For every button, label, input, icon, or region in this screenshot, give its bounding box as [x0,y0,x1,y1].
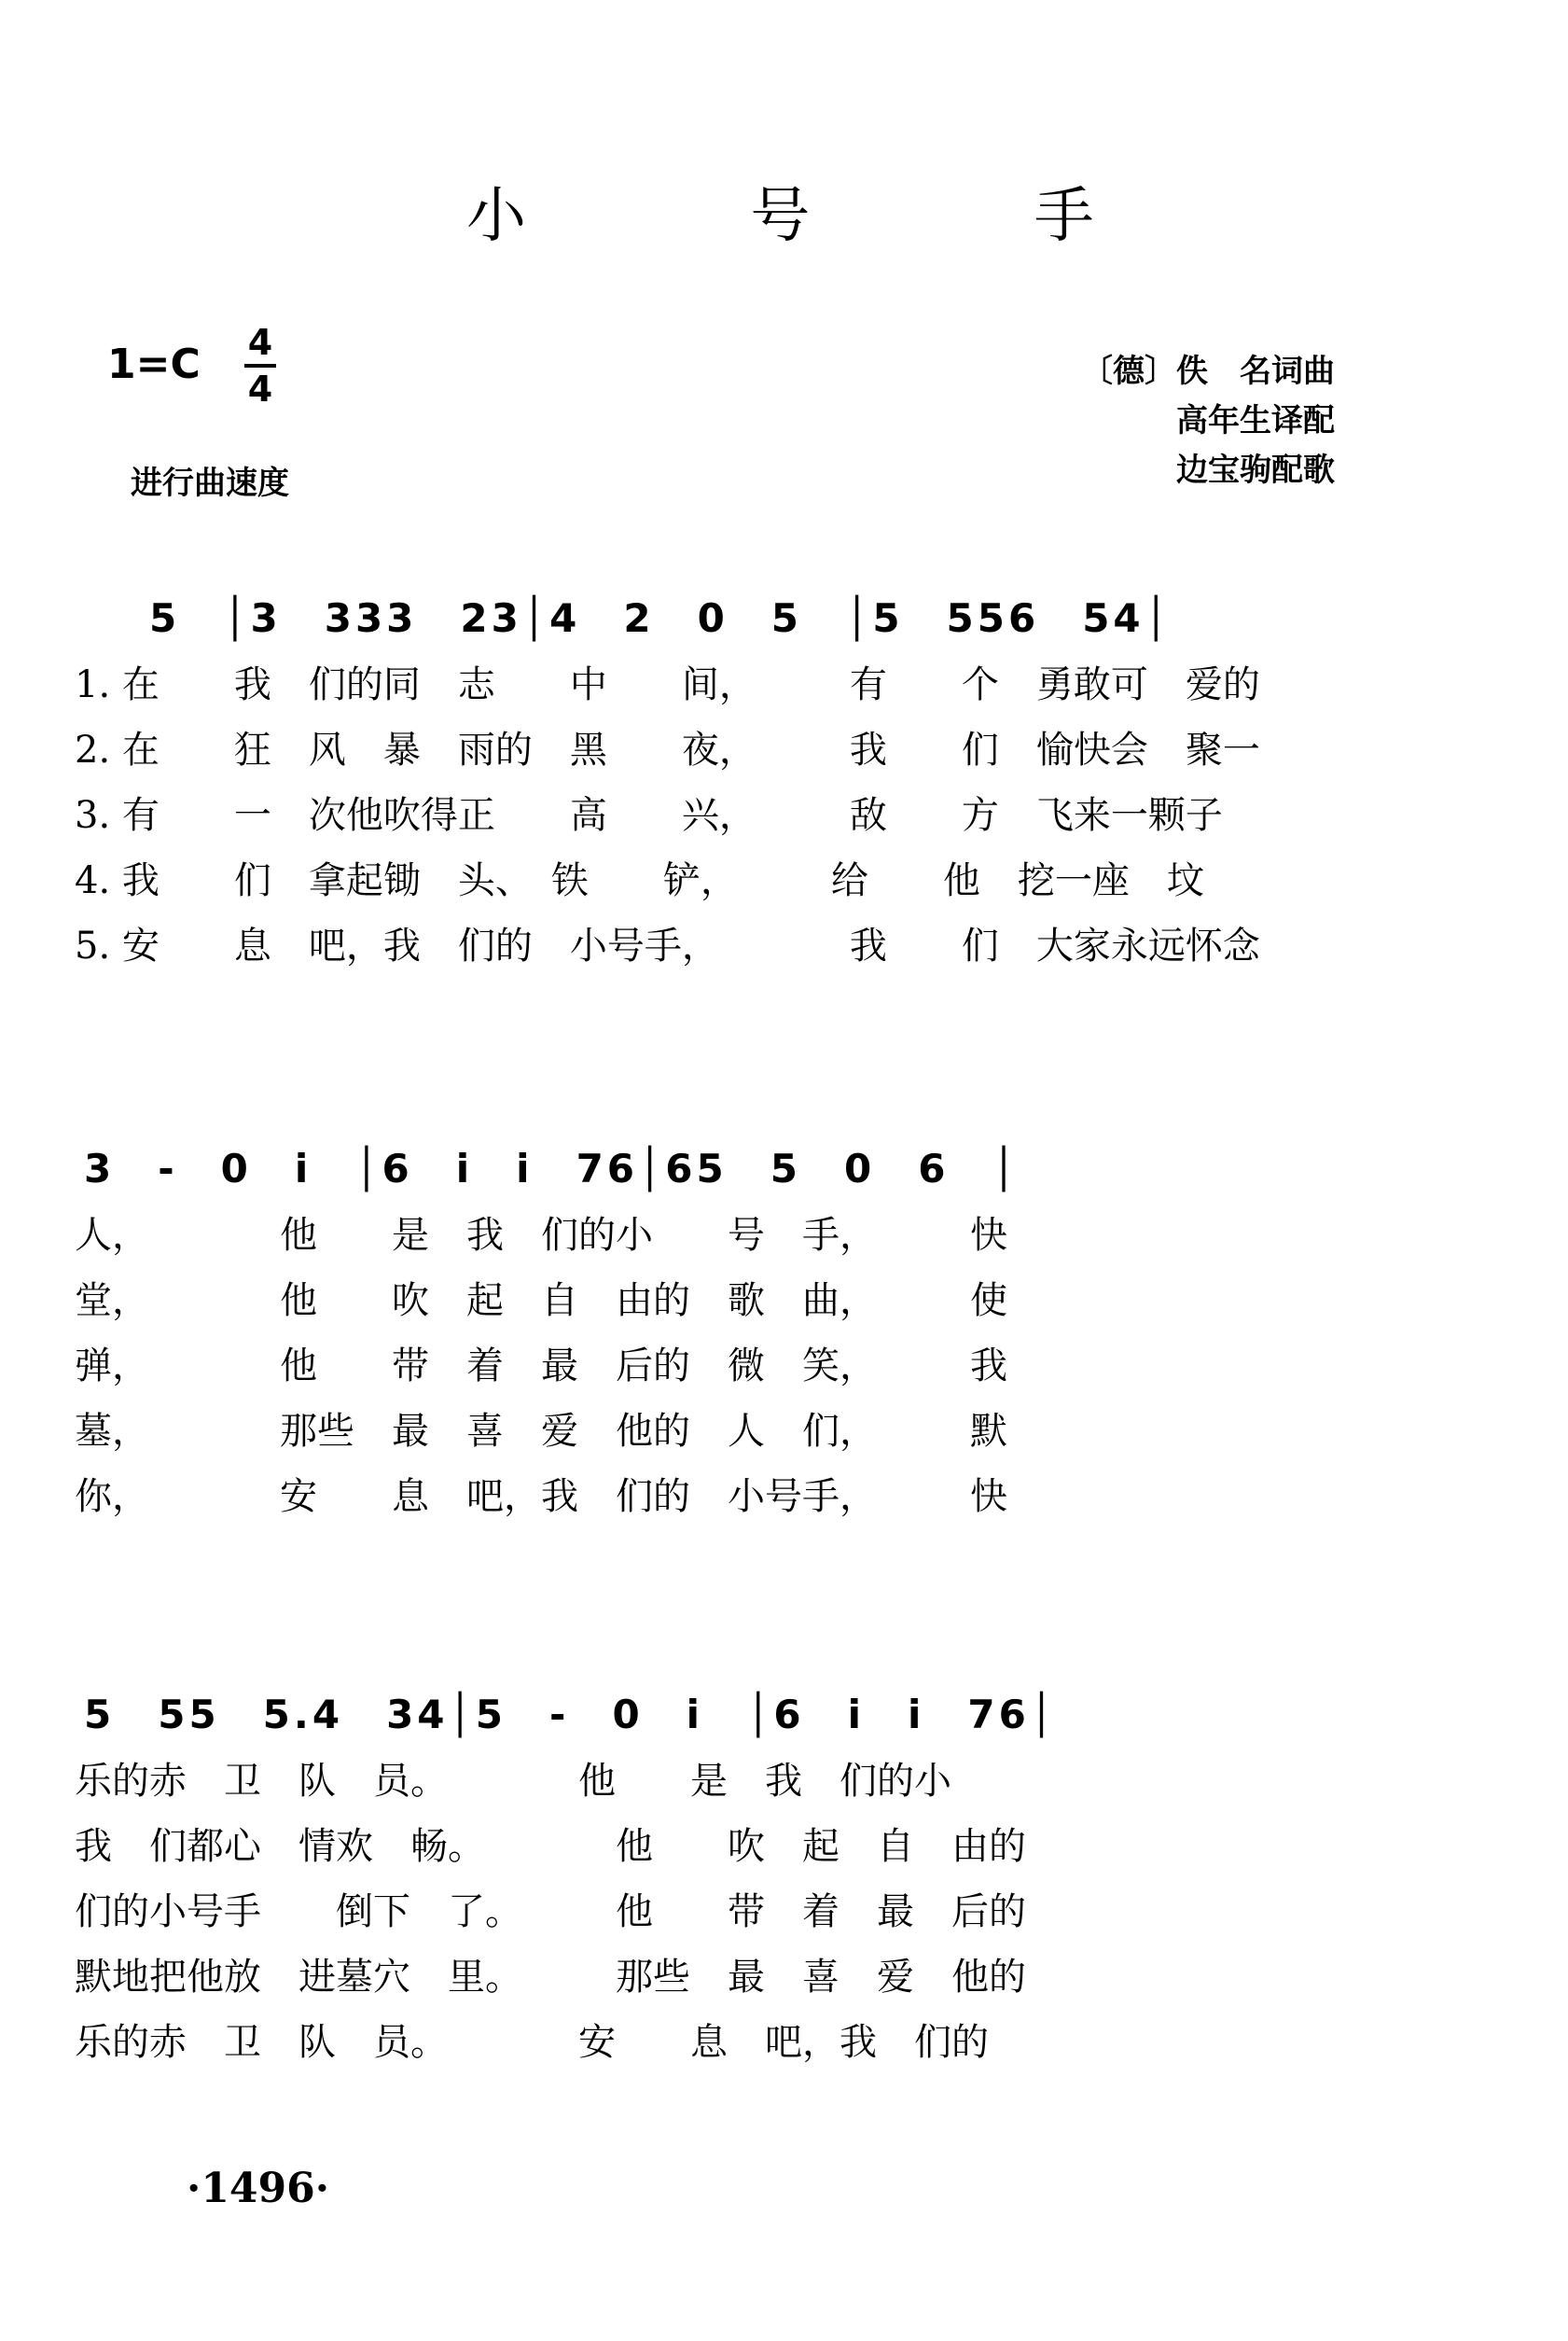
lyric-line-1-2: 2. 在 狂 风 暴 雨的 黑 夜， 我 们 愉快会 聚一 [75,729,1260,772]
music-system-3 [0,1684,1568,2076]
page-number: ·1496· [187,2165,330,2212]
lyric-line-3-2: 我 们都心 情欢 畅。 他 吹 起 自 由的 [75,1825,1026,1868]
lyric-line-2-2: 堂， 他 吹 起 自 由的 歌 曲， 使 [75,1279,1007,1322]
song-title: 小 号 手 [466,182,1197,251]
credit-lyricist: 边宝驹配歌 [1176,452,1335,489]
music-system-1 [0,588,1568,980]
notation-line-3: 5 55 5.4 34│5 - 0 i │6 i i 76│ [84,1692,1058,1737]
lyric-line-2-4: 墓， 那些 最 喜 爱 他的 人 们， 默 [75,1410,1007,1453]
time-signature-top: 4 [247,322,273,363]
tempo-marking: 进行曲速度 [131,465,289,502]
lyric-line-1-3: 3. 有 一 次他吹得正 高 兴， 敌 方 飞来一颗子 [75,794,1223,837]
lyric-line-2-3: 弹， 他 带 着 最 后的 微 笑， 我 [75,1345,1007,1387]
lyric-line-2-1: 人， 他 是 我 们的小 号 手， 快 [75,1214,1007,1257]
music-system-2 [0,1138,1568,1530]
lyric-line-1-4: 4. 我 们 拿起锄 头、 铁 铲， 给 他 挖一座 坟 [75,859,1204,902]
lyric-line-1-1: 1. 在 我 们的同 志 中 间， 有 个 勇敢可 爱的 [75,663,1260,706]
notation-line-2: 3 - 0 i │6 i i 76│65 5 0 6 │ [84,1146,1020,1191]
time-signature-divider [244,364,276,368]
credit-translator: 高年生译配 [1176,402,1335,439]
lyric-line-3-1: 乐的赤 卫 队 员。 他 是 我 们的小 [75,1760,951,1803]
notation-line-1: 5 │3 333 23│4 2 0 5 │5 556 54│ [149,595,1172,641]
lyric-line-3-4: 默地把他放 进墓穴 里。 那些 最 喜 爱 他的 [75,1956,1026,1999]
key-signature: 1=C [107,341,201,388]
lyric-line-2-5: 你， 安 息 吧，我 们的 小号手， 快 [75,1475,1007,1518]
time-signature-bottom: 4 [247,369,273,410]
time-signature [244,323,276,409]
lyric-line-3-5: 乐的赤 卫 队 员。 安 息 吧，我 们的 [75,2021,989,2064]
lyric-line-3-3: 们的小号手 倒下 了。 他 带 着 最 后的 [75,1890,1026,1933]
lyric-line-1-5: 5. 安 息 吧，我 们的 小号手， 我 们 大家永远怀念 [75,925,1260,968]
credit-composer: 〔德〕佚 名词曲 [1081,353,1335,390]
